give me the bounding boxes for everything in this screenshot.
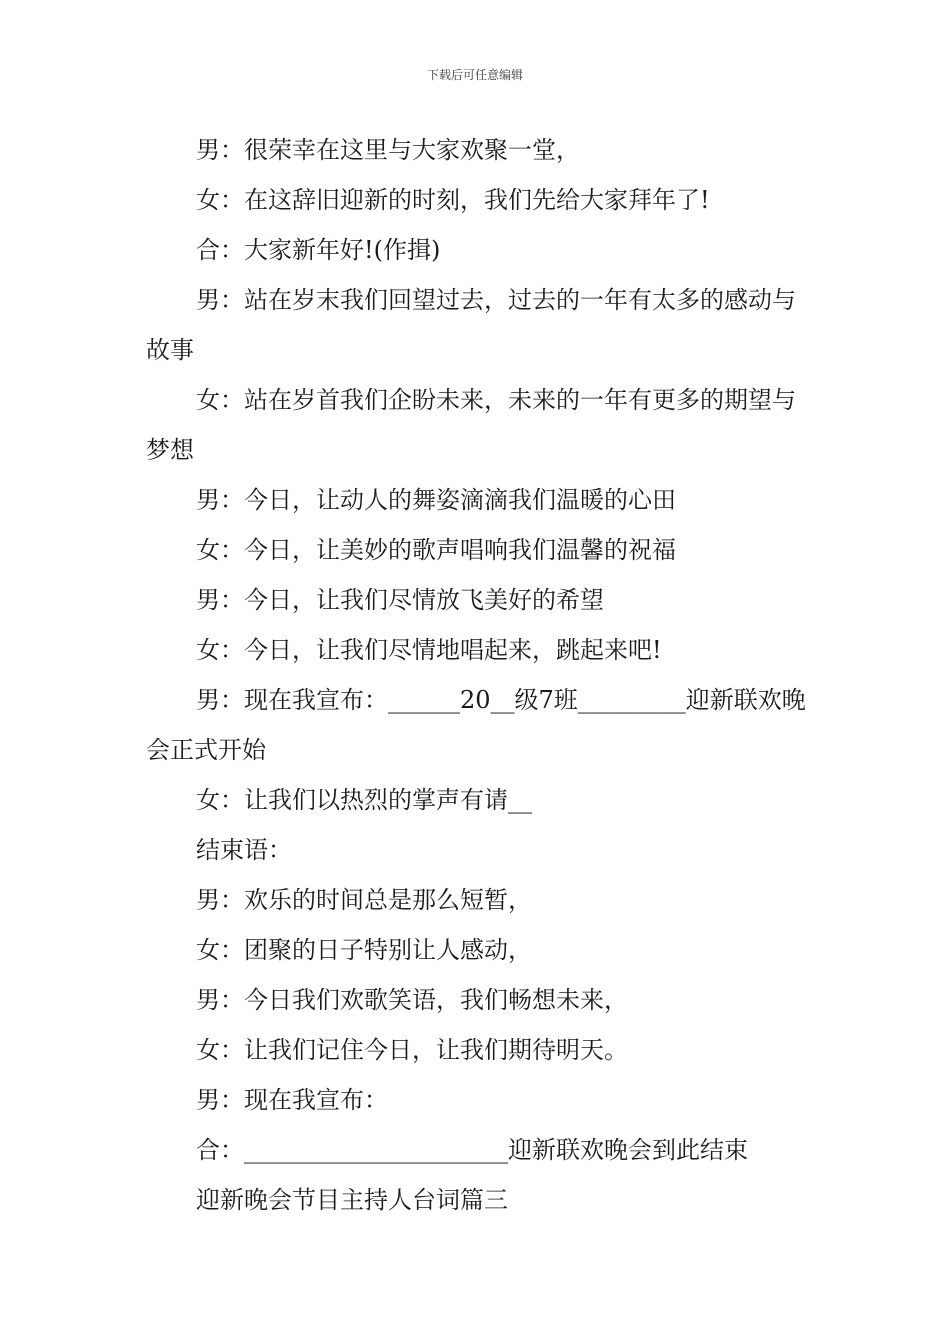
section-heading-ending: 结束语：: [196, 836, 292, 864]
paragraph: 男：现在我宣布：______20__级7班_________迎新联欢晚会正式开始: [146, 686, 806, 764]
section-title: 迎新晚会节目主持人台词篇三: [196, 1186, 508, 1214]
paragraph: 男：今日，让动人的舞姿滴滴我们温暖的心田: [196, 486, 676, 514]
paragraph: 合：大家新年好!(作揖): [196, 236, 441, 264]
paragraph: 男：欢乐的时间总是那么短暂，: [196, 886, 532, 914]
paragraph: 男：今日，让我们尽情放飞美好的希望: [196, 586, 604, 614]
page-header-note: 下载后可任意编辑: [426, 68, 523, 82]
paragraph: 女：今日，让我们尽情地唱起来，跳起来吧!: [196, 636, 662, 664]
paragraph: 女：团聚的日子特别让人感动，: [196, 936, 532, 964]
paragraph: 男：很荣幸在这里与大家欢聚一堂，: [196, 136, 580, 164]
paragraph: 女：让我们以热烈的掌声有请__: [196, 786, 532, 814]
paragraph: 女：在这辞旧迎新的时刻，我们先给大家拜年了!: [196, 186, 710, 214]
document-body: [146, 125, 810, 1225]
paragraph: 女：站在岁首我们企盼未来，未来的一年有更多的期望与梦想: [146, 386, 796, 464]
paragraph: 女：让我们记住今日，让我们期待明天。: [196, 1036, 628, 1064]
paragraph: 男：现在我宣布：: [196, 1086, 388, 1114]
paragraph: 男：今日我们欢歌笑语，我们畅想未来，: [196, 986, 628, 1014]
paragraph: 女：今日，让美妙的歌声唱响我们温馨的祝福: [196, 536, 676, 564]
paragraph: 合：______________________迎新联欢晚会到此结束: [196, 1136, 748, 1164]
paragraph: 男：站在岁末我们回望过去，过去的一年有太多的感动与故事: [146, 286, 796, 364]
